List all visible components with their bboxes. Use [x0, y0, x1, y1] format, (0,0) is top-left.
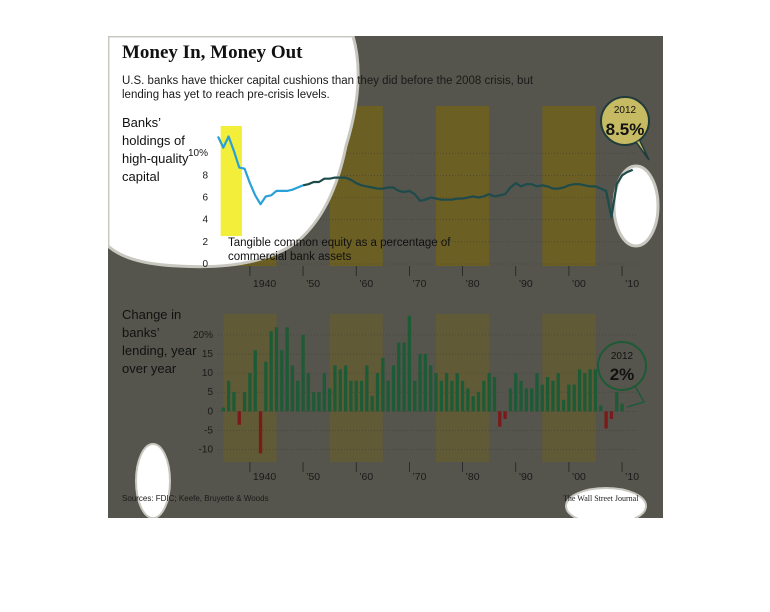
top-xtick-6: ’00 [571, 278, 586, 290]
lending-bar-2009 [615, 392, 618, 411]
top-ytick-3: 6 [202, 192, 208, 204]
lending-bar-1993 [530, 388, 533, 411]
lending-bar-1958 [344, 365, 347, 411]
lending-bar-1975 [434, 373, 437, 411]
lending-bar-1982 [472, 396, 475, 411]
bottom-xtick-0: 1940 [252, 471, 277, 483]
lending-bar-1984 [482, 381, 485, 412]
lending-bar-1937 [232, 392, 235, 411]
bottom-ytick-4: 10 [201, 368, 213, 380]
highlight-blob-bottom-right [566, 488, 646, 518]
lending-bar-1939 [243, 392, 246, 411]
bottom-xtick-7: ’10 [625, 471, 640, 483]
top-xtick-1: ’50 [306, 278, 321, 290]
chart-panel [108, 36, 663, 518]
top-ytick-4: 8 [202, 170, 208, 182]
lending-bar-1949 [296, 381, 299, 412]
lending-bar-1998 [557, 373, 560, 411]
top-chart-note: Tangible common equity as a percentage of commercial bank assets [228, 237, 451, 263]
lending-bar-1936 [227, 381, 230, 412]
lending-bar-1981 [466, 388, 469, 411]
lending-bar-1940 [248, 373, 251, 411]
top-chart-label: Banks’ holdings of high-quality capital [122, 115, 189, 184]
lending-bar-1967 [392, 365, 395, 411]
top-callout-tail [636, 141, 649, 160]
lending-bar-1971 [413, 381, 416, 412]
bottom-xtick-5: ’90 [518, 471, 533, 483]
lending-bar-1956 [333, 365, 336, 411]
bottom-ytick-2: 0 [207, 406, 213, 418]
lending-bar-1953 [317, 392, 320, 411]
top-xtick-2: ’60 [359, 278, 374, 290]
bottom-ytick-6: 20% [192, 329, 213, 341]
bottom-ytick-1: -5 [204, 425, 213, 437]
lending-bar-1996 [546, 377, 549, 411]
bottom-ytick-3: 5 [207, 387, 213, 399]
lending-bar-2007 [604, 411, 607, 428]
lending-bar-1948 [291, 365, 294, 411]
lending-bar-1988 [503, 411, 506, 419]
lending-bar-1951 [307, 373, 310, 411]
top-xtick-7: ’10 [625, 278, 640, 290]
lending-bar-1970 [408, 316, 411, 412]
lending-bar-1959 [349, 381, 352, 412]
lending-bar-1964 [376, 373, 379, 411]
lending-bar-1990 [514, 373, 517, 411]
lending-bar-1977 [445, 373, 448, 411]
lending-bar-1987 [498, 411, 501, 426]
lending-bar-1941 [254, 350, 257, 411]
lending-bar-1978 [450, 381, 453, 412]
bottom-xtick-6: ’00 [571, 471, 586, 483]
lending-bar-1946 [280, 350, 283, 411]
lending-bar-1991 [519, 381, 522, 412]
lending-bar-1980 [461, 381, 464, 412]
bottom-ytick-0: -10 [198, 444, 213, 456]
lending-bar-1954 [323, 373, 326, 411]
lending-bar-1965 [381, 358, 384, 411]
lending-bar-1962 [365, 365, 368, 411]
top-ytick-1: 2 [202, 236, 208, 248]
lending-bar-2003 [583, 373, 586, 411]
lending-bar-1950 [301, 335, 304, 411]
top-xtick-4: ’80 [465, 278, 480, 290]
lending-bar-1942 [259, 411, 262, 453]
top-x-ticks [250, 266, 639, 290]
bottom-callout-year: 2012 [610, 351, 634, 362]
lending-bar-1976 [440, 381, 443, 412]
lending-bar-1995 [541, 385, 544, 412]
bottom-xtick-1: ’50 [306, 471, 321, 483]
lending-bar-1966 [386, 381, 389, 412]
lending-bar-1972 [418, 354, 421, 411]
top-xtick-0: 1940 [252, 278, 277, 290]
chart-title: Money In, Money Out [122, 42, 303, 63]
highlight-blob-bottom-left [136, 444, 170, 518]
top-ytick-0: 0 [202, 259, 208, 270]
lending-bar-1963 [371, 396, 374, 411]
lending-bar-1985 [487, 373, 490, 411]
lending-bar-1979 [456, 373, 459, 411]
bottom-xtick-4: ’80 [465, 471, 480, 483]
bottom-ytick-5: 15 [201, 349, 213, 361]
lending-bar-1983 [477, 392, 480, 411]
lending-bar-1968 [397, 343, 400, 412]
top-xtick-5: ’90 [518, 278, 533, 290]
lending-bar-1973 [424, 354, 427, 411]
lending-bar-1955 [328, 388, 331, 411]
lending-bar-1992 [525, 388, 528, 411]
lending-bar-1960 [355, 381, 358, 412]
lending-bar-1986 [493, 377, 496, 411]
lending-bar-2000 [567, 385, 570, 412]
bottom-xtick-3: ’70 [412, 471, 427, 483]
lending-bar-1989 [509, 388, 512, 411]
lending-bar-1961 [360, 381, 363, 412]
top-callout-value: 8.5% [605, 120, 645, 139]
lending-bar-1944 [270, 331, 273, 411]
lending-bar-1994 [535, 373, 538, 411]
bottom-callout-value: 2% [609, 365, 635, 384]
bottom-x-ticks [250, 462, 639, 483]
publisher-credit: The Wall Street Journal [563, 494, 639, 503]
lending-bar-1935 [222, 408, 225, 412]
lending-bar-1974 [429, 365, 432, 411]
bottom-chart-label: Change in banks’ lending, year over year [122, 307, 197, 376]
lending-bar-1943 [264, 362, 267, 412]
lending-bar-1945 [275, 327, 278, 411]
lending-bar-1952 [312, 392, 315, 411]
lending-bar-2006 [599, 406, 602, 412]
lending-bar-1938 [238, 411, 241, 424]
source-note: Sources: FDIC; Keefe, Bruyette & Woods [122, 494, 269, 503]
lending-bar-2010 [620, 404, 623, 412]
lending-bar-2002 [578, 369, 581, 411]
lending-bar-1999 [562, 400, 565, 411]
lending-bar-1969 [402, 343, 405, 412]
bottom-xtick-2: ’60 [359, 471, 374, 483]
top-ytick-5: 10% [187, 148, 208, 160]
top-ytick-2: 4 [202, 214, 208, 226]
lending-bar-1997 [551, 381, 554, 412]
lending-bar-1957 [339, 369, 342, 411]
lending-bar-1947 [285, 327, 288, 411]
chart-subtitle: U.S. banks have thicker capital cushions than they did before the 2008 crisis, but lending has yet to reach pre-crisis levels. [122, 75, 534, 101]
lending-bar-2008 [610, 411, 613, 419]
lending-bar-2001 [573, 385, 576, 412]
chart-canvas [108, 36, 663, 518]
top-xtick-3: ’70 [412, 278, 427, 290]
top-callout-year: 2012 [613, 105, 637, 116]
